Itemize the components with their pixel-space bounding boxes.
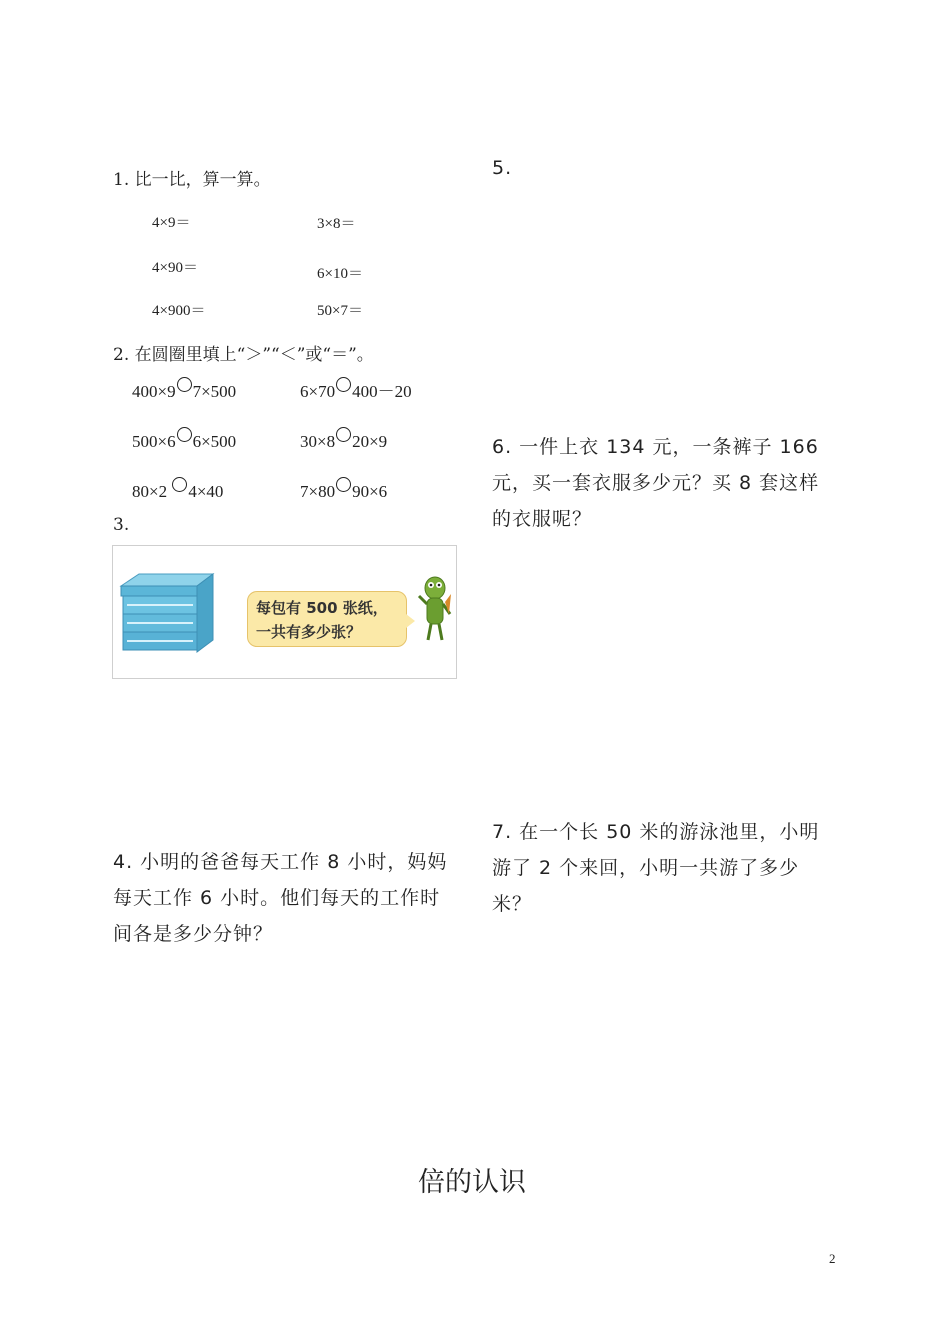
answer-circle[interactable]	[177, 377, 192, 392]
expr-left: 6×70	[300, 382, 336, 401]
q2-row-2-a	[132, 427, 236, 452]
expr-right: 6×500	[192, 432, 237, 451]
expr-left: 500×6	[132, 432, 176, 451]
q1-expr-2-3: 50×7＝	[317, 303, 363, 319]
q2-row-3-a	[132, 477, 223, 502]
section-title: 倍的认识	[418, 1167, 526, 1198]
bubble-line-1: 每包有 500 张纸，	[256, 599, 388, 617]
q2-row-1-a	[132, 377, 236, 402]
cartoon-character-icon	[417, 574, 453, 644]
speech-bubble	[247, 591, 407, 647]
q2-row-3-b	[300, 477, 387, 502]
expr-left: 80×2	[132, 482, 168, 501]
expr-left: 7×80	[300, 482, 336, 501]
q1-expr-1-3: 4×900＝	[152, 303, 206, 319]
expr-right: 20×9	[352, 432, 388, 451]
expr-right: 400－20	[352, 382, 412, 401]
q2-title: 2. 在圆圈里填上“＞”“＜”或“＝”。	[113, 345, 374, 365]
q1-expr-2-2: 6×10＝	[317, 266, 363, 282]
q1-title: 1. 比一比，算一算。	[113, 170, 271, 190]
paper-stack-icon	[117, 570, 217, 662]
q6-text: 6. 一件上衣 134 元，一条裤子 166 元，买一套衣服多少元？买 8 套这样的衣服呢？	[492, 436, 820, 530]
q3-illustration	[112, 545, 457, 679]
q5-number: 5.	[492, 157, 513, 179]
q1-expr-1-1: 4×9＝	[152, 215, 191, 231]
q1-expr-1-2: 4×90＝	[152, 260, 198, 276]
expr-left: 30×8	[300, 432, 336, 451]
expr-right: 4×40	[188, 482, 224, 501]
bubble-line-2: 一共有多少张？	[256, 623, 362, 641]
expr-right: 90×6	[352, 482, 388, 501]
expr-left: 400×9	[132, 382, 176, 401]
answer-circle[interactable]	[336, 427, 351, 442]
answer-circle[interactable]	[336, 377, 351, 392]
answer-circle[interactable]	[172, 477, 187, 492]
answer-circle[interactable]	[336, 477, 351, 492]
expr-right: 7×500	[192, 382, 237, 401]
q3-number: 3.	[113, 515, 130, 535]
q7-text: 7. 在一个长 50 米的游泳池里，小明游了 2 个来回，小明一共游了多少米？	[492, 821, 820, 915]
page-number: 2	[829, 1251, 836, 1266]
q2-row-2-b	[300, 427, 387, 452]
q4-text: 4. 小明的爸爸每天工作 8 小时，妈妈每天工作 6 小时。他们每天的工作时间各是多少分钟？	[113, 851, 448, 945]
q1-expr-2-1: 3×8＝	[317, 216, 356, 232]
answer-circle[interactable]	[177, 427, 192, 442]
q2-row-1-b	[300, 377, 412, 402]
